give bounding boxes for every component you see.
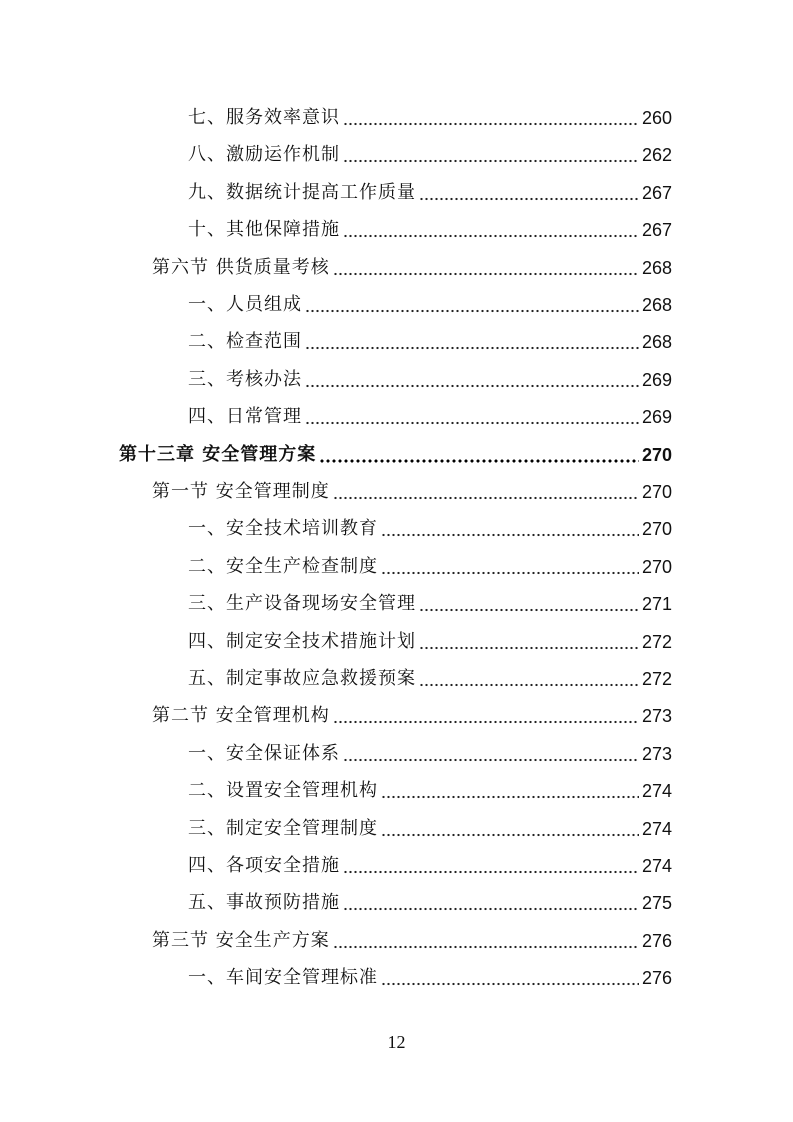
toc-entry-item[interactable] — [188, 137, 672, 167]
toc-entry-item[interactable] — [188, 175, 672, 205]
toc-entry-item[interactable] — [188, 549, 672, 579]
toc-entry-item[interactable] — [188, 324, 672, 354]
toc-entry-page: 267 — [641, 220, 672, 241]
toc-entry-title: 三、生产设备现场安全管理 — [188, 593, 416, 615]
toc-dot-leader — [343, 218, 639, 238]
toc-dot-leader — [381, 779, 639, 799]
toc-entry-title: 一、车间安全管理标准 — [188, 967, 378, 989]
toc-entry-item[interactable] — [188, 811, 672, 841]
toc-entry-page: 274 — [641, 856, 672, 876]
toc-entry-section[interactable] — [152, 698, 672, 728]
toc-dot-leader — [419, 592, 639, 612]
toc-dot-leader — [305, 293, 639, 313]
toc-entry-title: 二、安全生产检查制度 — [188, 555, 378, 577]
toc-entry-page: 274 — [641, 781, 672, 802]
toc-entry-item[interactable] — [188, 212, 672, 242]
toc-entry-page: 270 — [641, 482, 672, 502]
toc-entry-title: 二、检查范围 — [188, 331, 302, 353]
toc-dot-leader — [343, 854, 639, 874]
toc-entry-item[interactable] — [188, 511, 672, 541]
toc-entry-title: 四、各项安全措施 — [188, 855, 340, 876]
toc-entry-page: 270 — [641, 519, 672, 540]
toc-entry-page: 260 — [641, 108, 672, 128]
toc-entry-title: 九、数据统计提高工作质量 — [188, 181, 416, 203]
toc-entry-page: 268 — [641, 332, 672, 353]
toc-entry-page: 270 — [641, 556, 672, 577]
toc-entry-title: 第二节 安全管理机构 — [152, 705, 330, 727]
page-number: 12 — [387, 1032, 406, 1052]
toc-entry-title: 四、日常管理 — [188, 406, 302, 428]
toc-entry-title: 三、制定安全管理制度 — [188, 817, 378, 839]
toc-entry-title: 十、其他保障措施 — [188, 219, 340, 241]
toc-entry-title: 三、考核办法 — [188, 368, 302, 390]
toc-entry-page: 268 — [641, 257, 672, 278]
toc-entry-item[interactable] — [188, 287, 672, 317]
toc-entry-item[interactable] — [188, 661, 672, 691]
toc-entry-page: 273 — [641, 743, 672, 764]
toc-entry-item[interactable] — [188, 399, 672, 429]
toc-entry-page: 268 — [641, 295, 672, 315]
toc-dot-leader — [381, 555, 639, 575]
toc-entry-page: 275 — [641, 893, 672, 914]
toc-dot-leader — [305, 330, 639, 350]
toc-dot-leader — [343, 143, 639, 163]
toc-entry-page: 276 — [641, 968, 672, 989]
toc-dot-leader — [419, 630, 639, 650]
toc-entry-page: 271 — [641, 594, 672, 615]
toc-entry-title: 四、制定安全技术措施计划 — [188, 630, 416, 652]
toc-entry-title: 八、激励运作机制 — [188, 144, 340, 166]
toc-entry-section[interactable] — [152, 474, 672, 504]
toc-entry-title: 一、安全技术培训教育 — [188, 518, 378, 540]
toc-entry-page: 272 — [641, 669, 672, 689]
toc-dot-leader — [305, 368, 639, 388]
toc-entry-page: 269 — [641, 407, 672, 428]
toc-entry-page: 272 — [641, 631, 672, 652]
toc-entry-page: 262 — [641, 145, 672, 166]
toc-entry-title: 二、设置安全管理机构 — [188, 780, 378, 802]
toc-entry-title: 第十三章 安全管理方案 — [119, 443, 317, 465]
toc-dot-leader — [343, 891, 639, 911]
toc-entry-page: 276 — [641, 930, 672, 951]
toc-entry-page: 270 — [641, 444, 672, 465]
toc-entry-title: 一、安全保证体系 — [188, 742, 340, 764]
toc-dot-leader — [333, 929, 639, 949]
toc-entry-title: 五、制定事故应急救援预案 — [188, 668, 416, 689]
toc-entry-item[interactable] — [188, 100, 672, 130]
toc-entry-page: 273 — [641, 706, 672, 727]
toc-dot-leader — [333, 704, 639, 724]
toc-entry-section[interactable] — [152, 923, 672, 953]
toc-entry-item[interactable] — [188, 885, 672, 915]
toc-dot-leader — [333, 256, 639, 276]
toc-entry-page: 274 — [641, 818, 672, 839]
toc-entry-item[interactable] — [188, 773, 672, 803]
toc-dot-leader — [381, 517, 639, 537]
toc-entry-item[interactable] — [188, 960, 672, 990]
toc-entry-page: 269 — [641, 369, 672, 390]
toc-entry-title: 第六节 供货质量考核 — [152, 256, 330, 278]
toc-entry-title: 一、人员组成 — [188, 294, 302, 315]
toc-dot-leader — [333, 480, 639, 500]
toc-dot-leader — [343, 742, 639, 762]
toc-dot-leader — [343, 106, 639, 126]
toc-dot-leader — [319, 443, 639, 463]
toc-entry-chapter[interactable] — [119, 437, 672, 467]
toc-dot-leader — [419, 181, 639, 201]
toc-entry-item[interactable] — [188, 736, 672, 766]
toc-entry-item[interactable] — [188, 586, 672, 616]
toc-dot-leader — [419, 667, 639, 687]
toc-entry-title: 第一节 安全管理制度 — [152, 481, 330, 502]
toc-entry-page: 267 — [641, 182, 672, 203]
toc-entry-item[interactable] — [188, 848, 672, 878]
toc-entry-section[interactable] — [152, 250, 672, 280]
toc-dot-leader — [305, 405, 639, 425]
toc-entry-title: 第三节 安全生产方案 — [152, 929, 330, 951]
toc-entry-item[interactable] — [188, 624, 672, 654]
toc-dot-leader — [381, 966, 639, 986]
toc-entry-title: 七、服务效率意识 — [188, 107, 340, 128]
toc-entry-item[interactable] — [188, 362, 672, 392]
toc-dot-leader — [381, 817, 639, 837]
toc-entry-title: 五、事故预防措施 — [188, 892, 340, 914]
